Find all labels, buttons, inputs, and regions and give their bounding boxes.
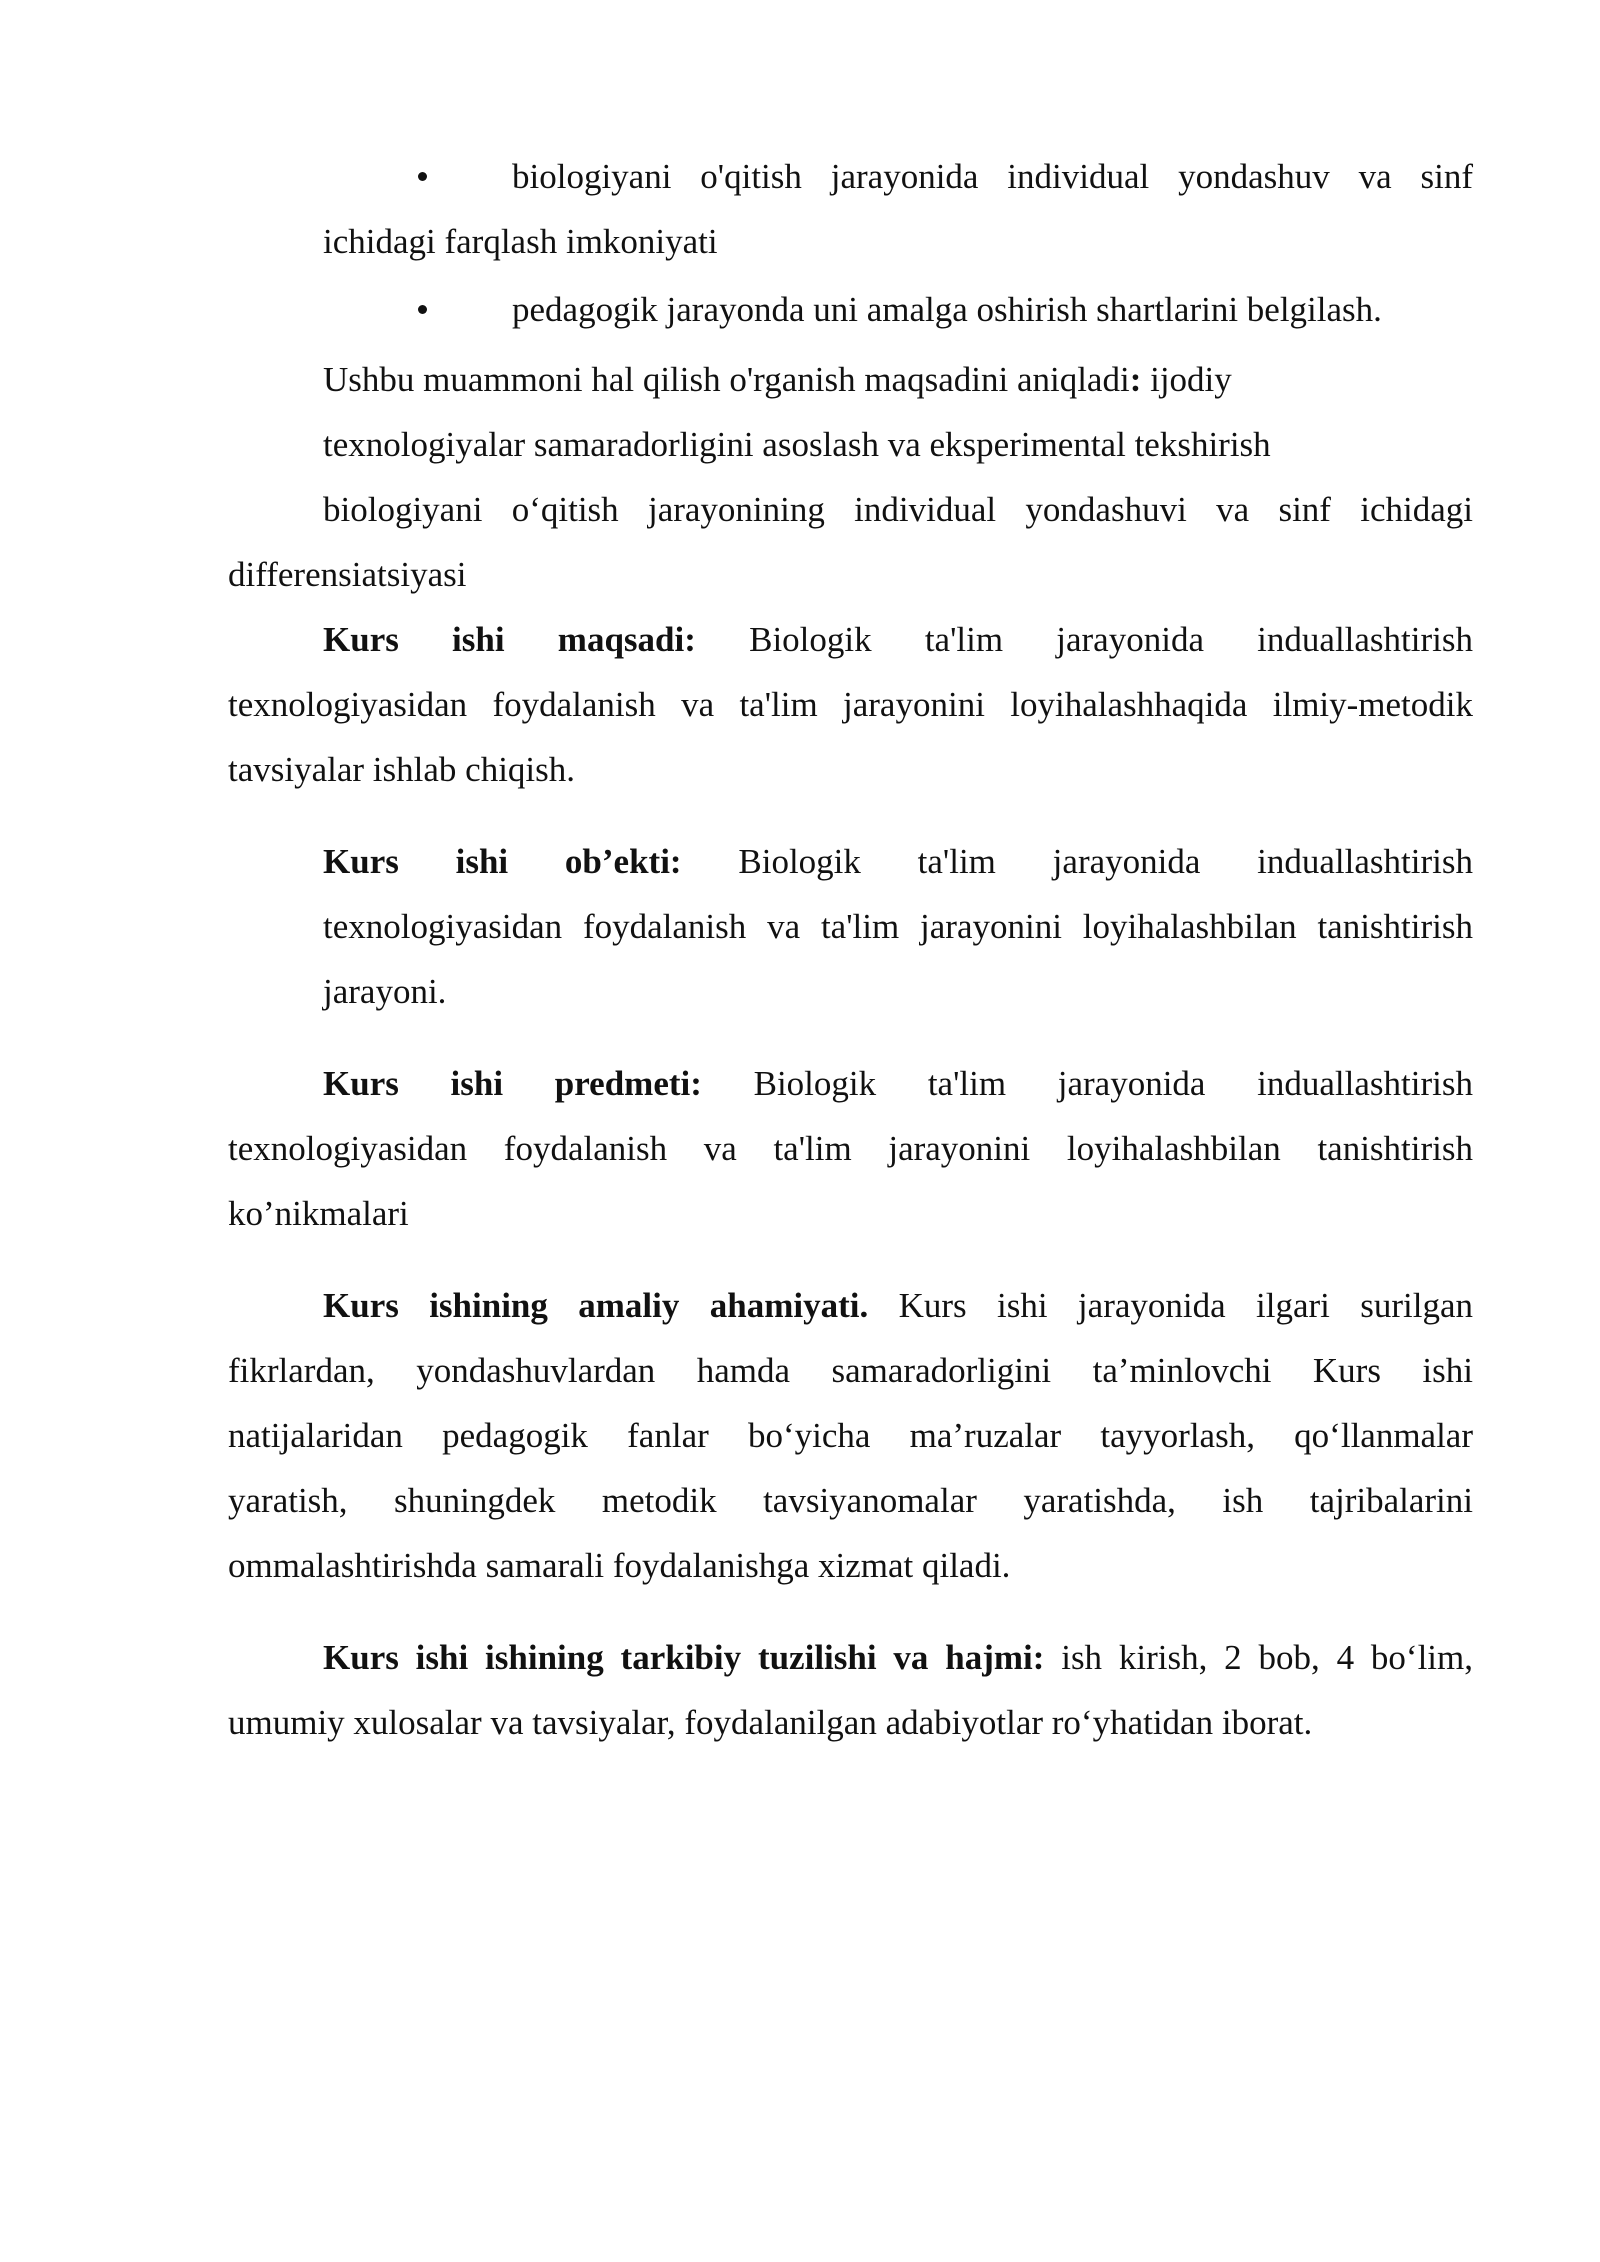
purpose-intro-continuation (228, 542, 1473, 607)
text-run: Biologik ta'lim jarayonida induallashtirish (695, 620, 1473, 659)
bullet-item-1 (323, 144, 1473, 209)
paragraph-line (323, 1625, 1473, 1690)
text-run: Kurs ishi jarayonida ilgari surilgan (868, 1286, 1473, 1325)
paragraph-line: jarayoni. (323, 972, 447, 1011)
obekti-paragraph (323, 829, 1473, 1024)
bullet-text: ichidagi farqlash imkoniyati (323, 222, 718, 261)
paragraph-line: biologiyani o‘qitish jarayonining individual yondashuvi va sinf ichidagi (323, 490, 1473, 529)
paragraph-line: umumiy xulosalar va tavsiyalar, foydalanilgan adabiyotlar ro‘yhatidan iborat. (228, 1703, 1313, 1742)
text-run: Ushbu muammoni hal qilish o'rganish maqsadini aniqladi (323, 360, 1130, 399)
paragraph-line: texnologiyasidan foydalanish va ta'lim jarayonini loyihalashbilan tanishtirish (228, 1129, 1473, 1168)
paragraph-line: differensiatsiyasi (228, 555, 467, 594)
bullet-text: biologiyani o'qitish jarayonida individual yondashuv va sinf (512, 157, 1473, 196)
ahamiyati-paragraph (228, 1273, 1473, 1598)
bullet-icon (418, 305, 427, 314)
paragraph-line (323, 607, 1473, 672)
section-label: Kurs ishining amaliy ahamiyati. (323, 1286, 869, 1325)
paragraph-line (323, 1273, 1473, 1338)
paragraph-line (323, 347, 1473, 412)
bold-colon: : (1129, 360, 1142, 399)
text-run: Biologik ta'lim jarayonida induallashtirish (681, 842, 1473, 881)
tarkibi-paragraph (228, 1625, 1473, 1755)
section-label: Kurs ishi maqsadi: (323, 620, 696, 659)
paragraph-line: texnologiyasidan foydalanish va ta'lim jarayonini loyihalashhaqida ilmiy-metodik (228, 685, 1473, 724)
purpose-intro-paragraph (323, 347, 1473, 542)
bullet-continuation (323, 209, 1473, 274)
paragraph-line: ommalashtirishda samarali foydalanishga xizmat qiladi. (228, 1546, 1011, 1585)
paragraph-line: tavsiyalar ishlab chiqish. (228, 750, 576, 789)
paragraph-line: texnologiyasidan foydalanish va ta'lim jarayonini loyihalashbilan tanishtirish (323, 907, 1473, 946)
section-label: Kurs ishi predmeti: (323, 1064, 702, 1103)
paragraph-line: natijalaridan pedagogik fanlar bo‘yicha ma’ruzalar tayyorlash, qo‘llanmalar (228, 1416, 1473, 1455)
bullet-text: pedagogik jarayonda uni amalga oshirish shartlarini belgilash. (512, 290, 1382, 329)
section-label: Kurs ishi ob’ekti: (323, 842, 682, 881)
predmeti-paragraph (228, 1051, 1473, 1246)
section-label: Kurs ishi ishining tarkibiy tuzilishi va hajmi: (323, 1638, 1045, 1677)
paragraph-line: texnologiyalar samaradorligini asoslash va eksperimental tekshirish (323, 425, 1271, 464)
paragraph-line (323, 829, 1473, 894)
text-run: Biologik ta'lim jarayonida induallashtirish (701, 1064, 1473, 1103)
bullet-item-2 (323, 277, 1473, 342)
paragraph-line: fikrlardan, yondashuvlardan hamda samaradorligini ta’minlovchi Kurs ishi (228, 1351, 1473, 1390)
paragraph-line: yaratish, shuningdek metodik tavsiyanomalar yaratishda, ish tajribalarini (228, 1481, 1473, 1520)
paragraph-line (323, 1051, 1473, 1116)
paragraph-line: ko’nikmalari (228, 1194, 409, 1233)
text-run: ish kirish, 2 bob, 4 bo‘lim, (1044, 1638, 1473, 1677)
text-run: ijodiy (1141, 360, 1232, 399)
maqsadi-paragraph (228, 607, 1473, 802)
bullet-icon (418, 172, 427, 181)
